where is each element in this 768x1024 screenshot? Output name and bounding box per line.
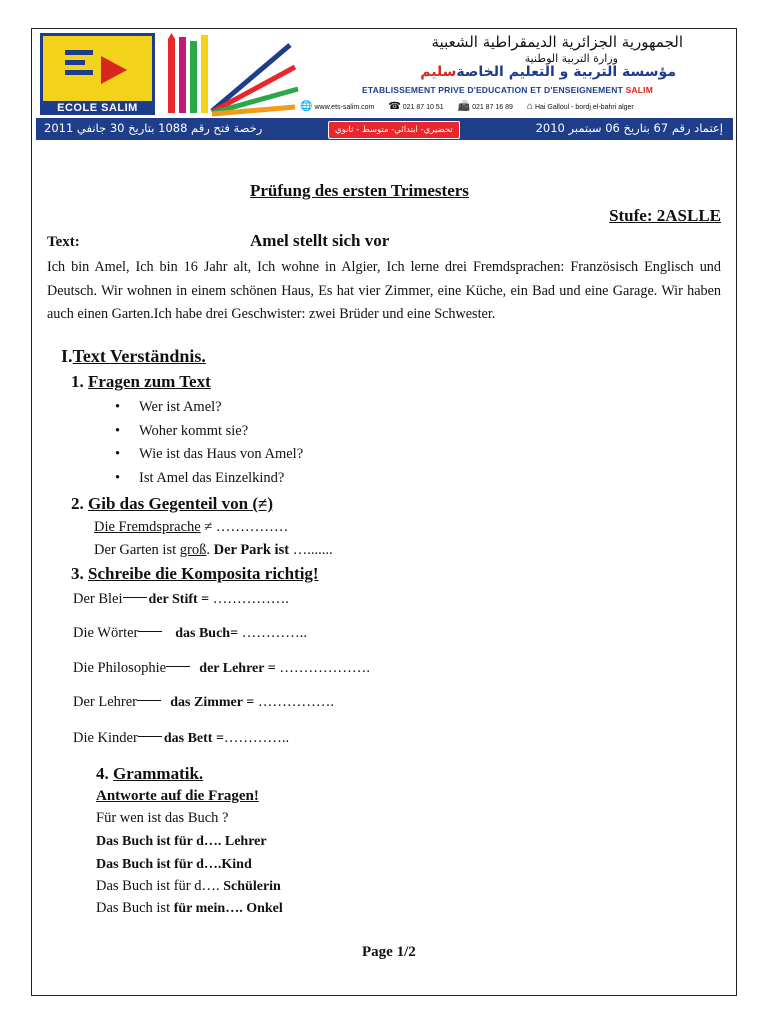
etablissement-text: ETABLISSEMENT PRIVE D'EDUCATION ET D'ENSEIGNEMENT: [362, 85, 623, 95]
compound-second: das Zimmer =: [170, 695, 255, 710]
compound-first: Die Wörter: [73, 625, 139, 641]
compound-first: Der Blei: [73, 591, 123, 607]
grammar-answer: [96, 833, 267, 850]
question-text: Woher kommt sie?: [139, 423, 249, 439]
answer-normal: Das Buch ist: [96, 900, 174, 916]
etablissement-line: [362, 85, 653, 95]
answer-bold: Schülerin: [223, 879, 281, 894]
question-title: Grammatik.: [113, 764, 204, 783]
answer-blank: ….......: [289, 542, 333, 558]
logo-text: ECOLE SALIM: [57, 102, 138, 114]
answer-blank: …………….: [209, 591, 289, 607]
dash-line: [166, 666, 190, 667]
answer-bold: Das Buch ist für d…. Lehrer: [96, 834, 267, 849]
list-item: [117, 470, 284, 487]
page-number: Page 1/2: [362, 944, 416, 960]
logo-bar: [65, 60, 85, 65]
license-opening: رخصة فتح رقم 1088 بتاريخ 30 جانفي 2011: [44, 121, 263, 135]
grammar-answer: [96, 900, 283, 917]
dash-line: [138, 631, 162, 632]
answer-blank: …………….: [254, 694, 334, 710]
answer-bold: Das Buch ist für d….Kind: [96, 857, 252, 872]
grammar-instruction: Antworte auf die Fragen!: [96, 788, 259, 804]
question-text: Wie ist das Haus von Amel?: [139, 446, 304, 462]
opposite-line-2: [94, 542, 333, 559]
dash-line: [123, 597, 147, 598]
answer-blank: ≠ ……………: [200, 519, 289, 535]
question-text: Wer ist Amel?: [139, 399, 222, 415]
arabic-ministry: وزارة التربية الوطنية: [524, 52, 618, 65]
compound-item: [73, 625, 307, 642]
grammar-answer: [96, 878, 281, 895]
list-item: [117, 423, 248, 440]
question-text: Ist Amel das Einzelkind?: [139, 470, 285, 486]
answer-bold: für mein…. Onkel: [173, 901, 283, 916]
opposite-line-1: [94, 519, 288, 536]
compound-second: der Stift =: [148, 592, 210, 607]
grammar-question: Für wen ist das Buch ?: [96, 810, 229, 826]
pencils-graphic: [160, 33, 300, 117]
answer-blank: …………..: [223, 730, 290, 746]
grammar-answer: [96, 856, 252, 873]
compound-item: [73, 730, 289, 747]
website: www.ets-salim.com: [314, 104, 375, 111]
logo-bar: [65, 70, 93, 75]
logo-background: [43, 36, 152, 101]
compound-first: Der Lehrer: [73, 694, 137, 710]
question-number: 1.: [71, 372, 84, 391]
compound-first: Die Philosophie: [73, 660, 167, 676]
reading-text: Ich bin Amel, Ich bin 16 Jahr alt, Ich wohne in Algier, Ich lerne drei Fremdsprachen: Französisch Englisch und Deutsch. Wir wohnen in einem schönen Haus, Es hat vier Zimmer, eine Küche, ein Bad und eine Garage. Wir haben auch einen Garten.Ich habe drei Geschwister: zwei Brüder und eine Schwester.: [47, 259, 721, 322]
arabic-institution: [420, 64, 676, 80]
compound-second: der Lehrer =: [199, 661, 276, 676]
arabic-institution-name: سليم: [420, 64, 457, 80]
section-heading: [61, 346, 206, 367]
text-title: Amel stellt sich vor: [250, 231, 390, 250]
web-icon: 🌐: [300, 101, 313, 112]
phone-number: 021 87 10 51: [402, 104, 444, 111]
compound-item: [73, 660, 370, 677]
question-number: 4.: [96, 764, 109, 783]
compound-item: [73, 591, 289, 608]
line-text: Der Garten ist: [94, 542, 180, 558]
dash-line: [137, 700, 161, 701]
home-icon: ⌂: [526, 101, 533, 112]
levels-badge: تحضيري- ابتدائي- متوسط - ثانوي: [328, 121, 460, 139]
compound-second: das Buch=: [175, 626, 239, 641]
question-3-heading: [71, 564, 319, 584]
list-item: [117, 446, 303, 463]
answer-blank: ……………….: [275, 660, 370, 676]
question-title: Gib das Gegenteil von (≠): [88, 494, 273, 513]
fax-number: 021 87 16 89: [472, 104, 513, 111]
question-1-heading: [71, 372, 211, 392]
exam-title: Prüfung des ersten Trimesters: [250, 181, 469, 200]
accreditation: إعتماد رقم 67 بتاريخ 06 سبتمبر 2010: [535, 121, 723, 135]
section-number: I.: [61, 346, 73, 366]
compound-second: das Bett =: [163, 731, 224, 746]
logo-arrow-icon: [101, 56, 127, 84]
bold-text: Der Park ist: [213, 542, 290, 558]
question-number: 2.: [71, 494, 84, 513]
question-title: Fragen zum Text: [88, 372, 211, 391]
line-text: .: [206, 542, 214, 558]
arabic-institution-text: مؤسسة التربية و التعليم الخاصة: [456, 64, 676, 80]
question-2-heading: [71, 494, 273, 514]
address: Hai Galloul - bordj el-bahri alger: [534, 104, 634, 111]
section-title: Text Verständnis.: [72, 346, 206, 366]
list-item: [117, 399, 222, 416]
phone-icon: ☎: [388, 101, 401, 112]
arabic-republic: الجمهورية الجزائرية الديمقراطية الشعبية: [431, 33, 683, 51]
question-title: Schreibe die Komposita richtig!: [88, 564, 319, 583]
compound-item: [73, 694, 334, 711]
etablissement-name: SALIM: [625, 85, 654, 95]
fax-icon: 📠: [457, 101, 471, 112]
dash-line: [138, 736, 162, 737]
contact-line: [300, 101, 646, 112]
question-4-heading: [96, 764, 203, 784]
compound-first: Die Kinder: [73, 730, 138, 746]
text-label: Text:: [47, 234, 80, 250]
exam-level: Stufe: 2ASLLE: [609, 206, 721, 225]
underlined-word: groß: [179, 542, 207, 558]
logo-bar: [65, 50, 93, 55]
answer-normal: Das Buch ist für d….: [96, 878, 224, 894]
answer-blank: …………..: [238, 625, 307, 641]
license-band: [36, 118, 733, 140]
question-number: 3.: [71, 564, 84, 583]
underlined-word: Die Fremdsprache: [94, 519, 201, 535]
school-logo: [40, 33, 155, 115]
